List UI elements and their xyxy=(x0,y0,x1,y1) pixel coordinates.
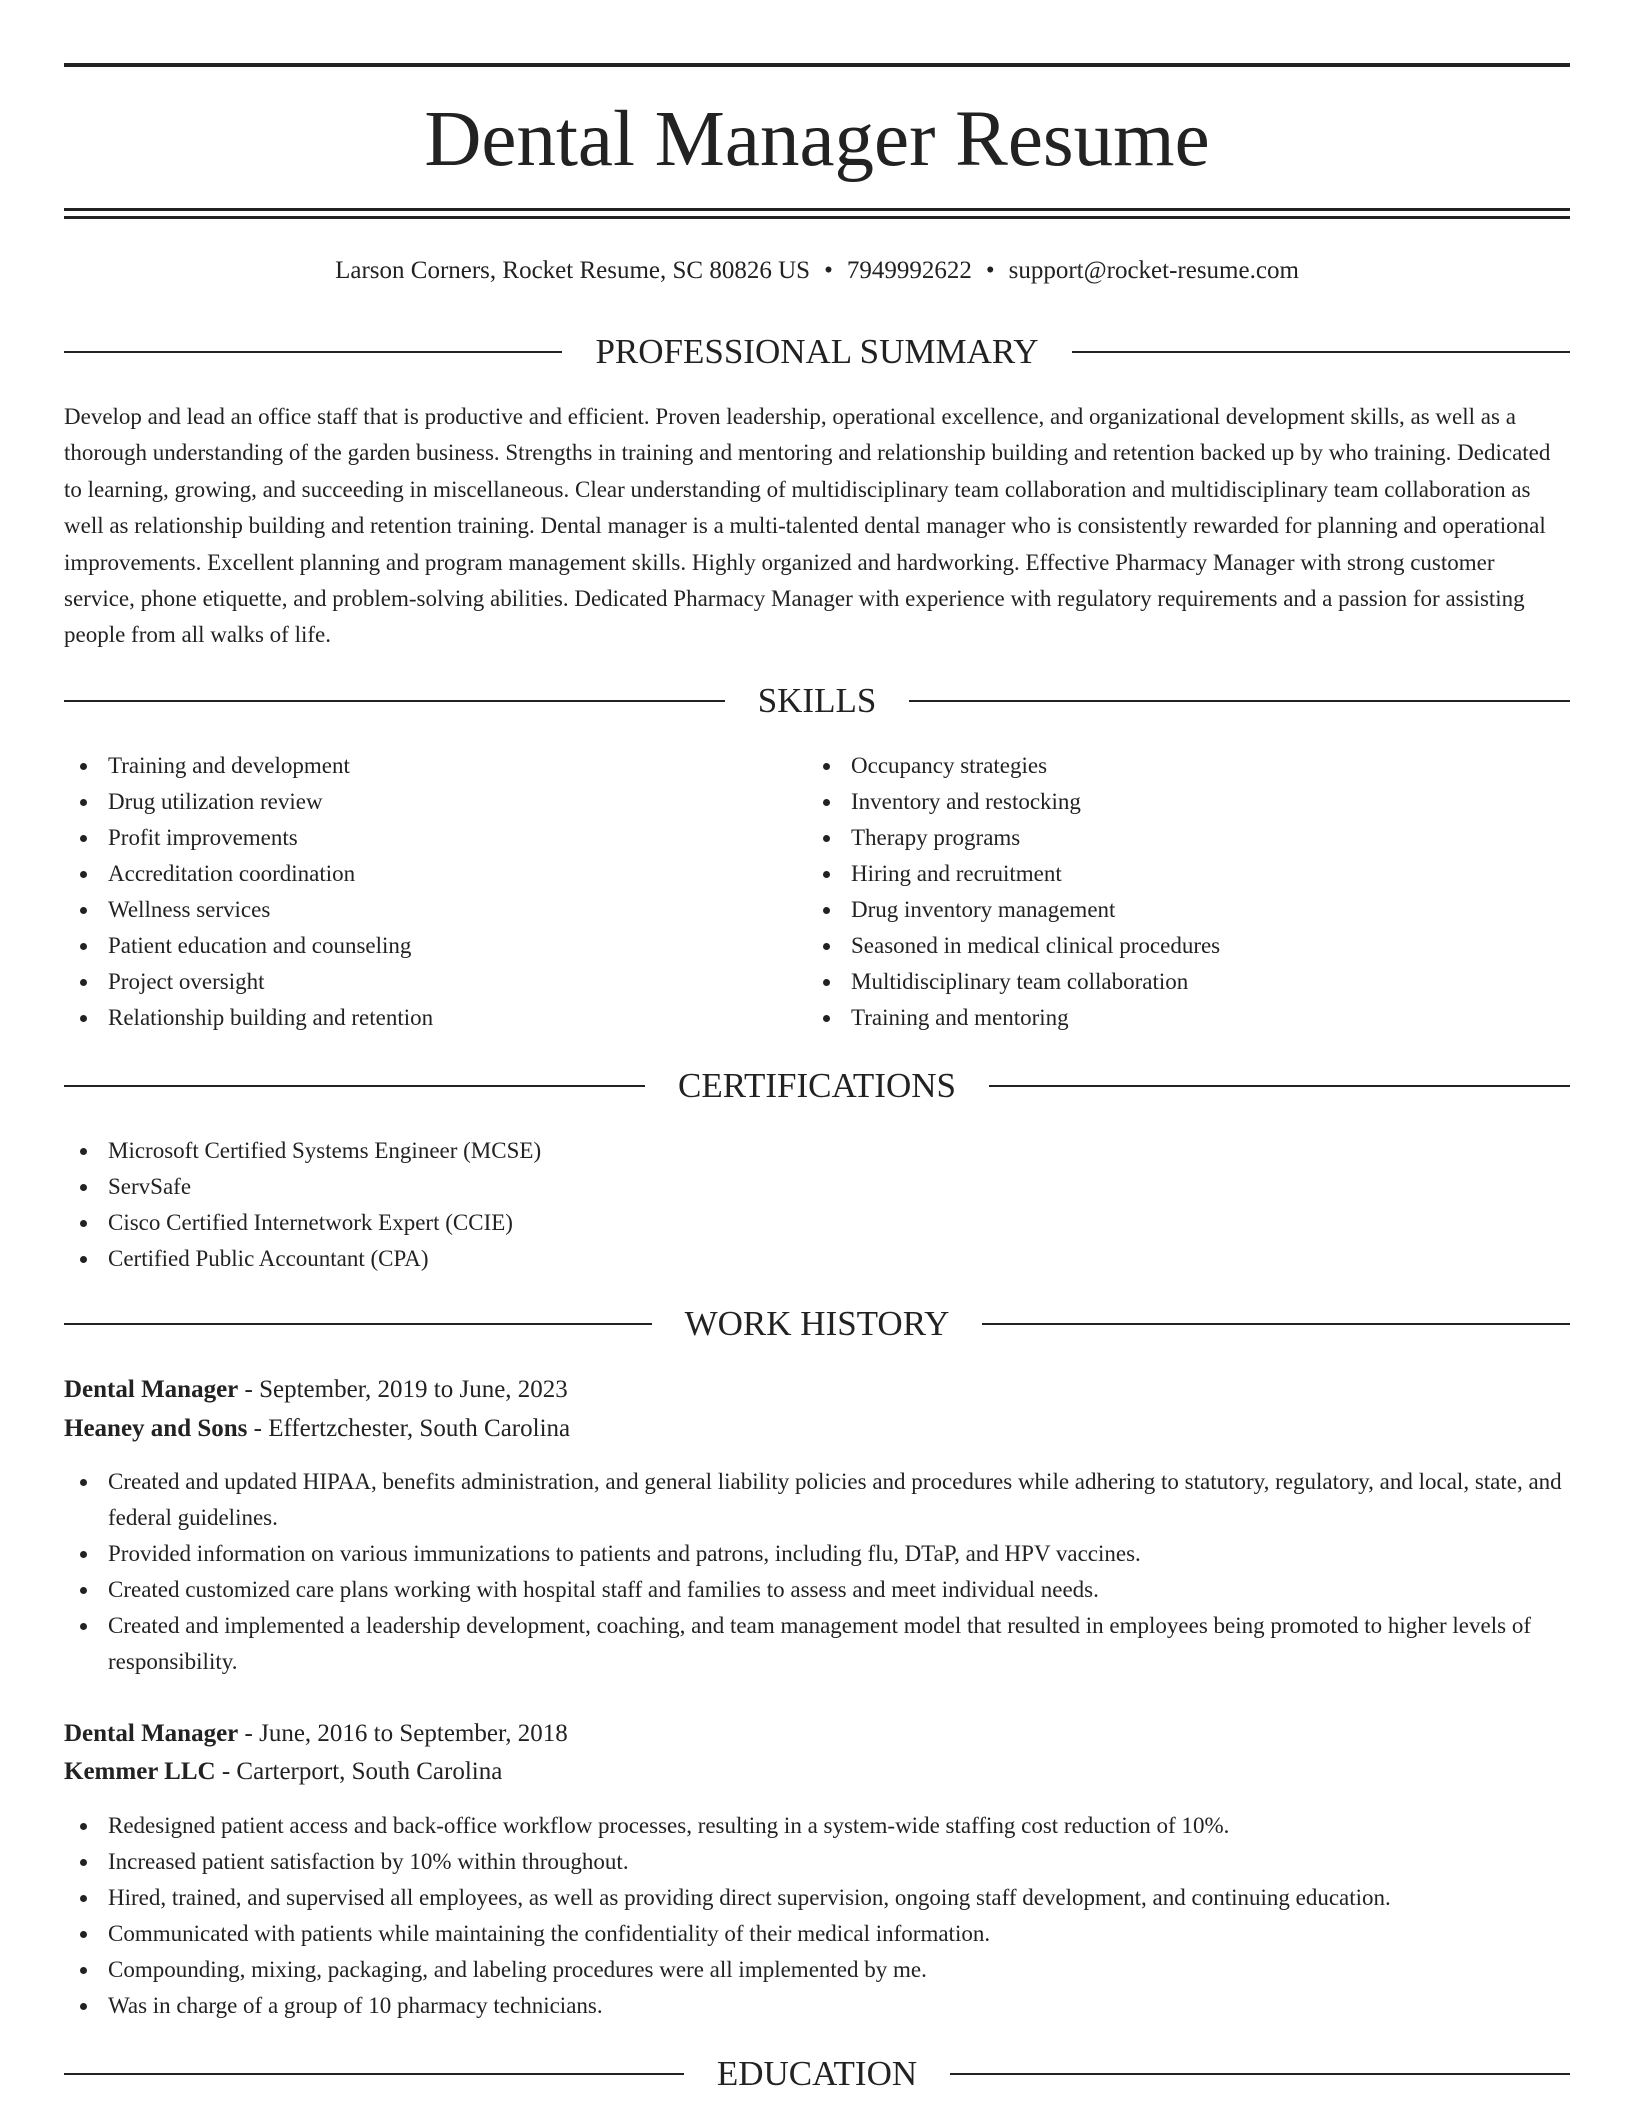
certifications-list xyxy=(64,1133,1570,1277)
job-duty-item: Was in charge of a group of 10 pharmacy technicians. xyxy=(64,1988,1570,2024)
job-company: Heaney and Sons xyxy=(64,1415,248,1442)
section-rule-right xyxy=(950,2073,1570,2075)
skills-list-left xyxy=(64,748,804,1036)
certification-item: Cisco Certified Internetwork Expert (CCIE) xyxy=(64,1205,1570,1241)
section-rule-left xyxy=(64,2073,684,2075)
section-rule-left xyxy=(64,1323,652,1325)
certification-item: ServSafe xyxy=(64,1169,1570,1205)
section-title-certifications: CERTIFICATIONS xyxy=(678,1066,956,1105)
section-rule-left xyxy=(64,351,562,353)
skill-item: Wellness services xyxy=(64,892,804,928)
section-rule-right xyxy=(989,1085,1570,1087)
summary-paragraph: Develop and lead an office staff that is productive and efficient. Proven leadership, operational excellence, and organizational development skills, as well as a thorough understanding of the garden business. Strengths in training and mentoring and relationship building and retention backed up by who training. Dedicated to learning, growing, and succeeding in miscellaneous. Clear understanding of multidisciplinary team collaboration and multidisciplinary team collaboration as well as relationship building and retention training. Dental manager is a multi-talented dental manager who is consistently rewarded for planning and operational improvements. Excellent planning and program management skills. Highly organized and hardworking. Effective Pharmacy Manager with strong customer service, phone etiquette, and problem-solving abilities. Dedicated Pharmacy Manager with experience with regulatory requirements and a passion for assisting people from all walks of life. xyxy=(64,404,1551,648)
job-title: Dental Manager xyxy=(64,1720,239,1747)
job-duties-list xyxy=(64,1464,1570,1680)
skills-list-right xyxy=(807,748,1570,1036)
job-title-line xyxy=(64,1372,1570,1408)
skill-item: Training and development xyxy=(64,748,804,784)
skill-item: Drug utilization review xyxy=(64,784,804,820)
job-location: - Effertzchester, South Carolina xyxy=(247,1415,571,1442)
skill-item: Training and mentoring xyxy=(807,1000,1570,1036)
certification-item: Microsoft Certified Systems Engineer (MCSE) xyxy=(64,1133,1570,1169)
section-title-summary: PROFESSIONAL SUMMARY xyxy=(595,332,1039,371)
job-title: Dental Manager xyxy=(64,1376,239,1403)
section-rule-right xyxy=(982,1323,1570,1325)
section-rule-right xyxy=(909,700,1570,702)
job-duty-item: Provided information on various immunizations to patients and patrons, including flu, DTaP, and HPV vaccines. xyxy=(64,1536,1570,1572)
section-title-skills: SKILLS xyxy=(757,681,877,720)
job-duties-list xyxy=(64,1808,1570,2024)
skill-item: Relationship building and retention xyxy=(64,1000,804,1036)
job-company-line xyxy=(64,1411,1570,1447)
job-duty-item: Created and updated HIPAA, benefits administration, and general liability policies and procedures while adhering to statutory, regulatory, and local, state, and federal guidelines. xyxy=(64,1464,1570,1536)
skill-item: Occupancy strategies xyxy=(807,748,1570,784)
contact-email[interactable]: support@rocket-resume.com xyxy=(1008,257,1299,284)
job-dates: - September, 2019 to June, 2023 xyxy=(238,1376,568,1403)
certification-item: Certified Public Accountant (CPA) xyxy=(64,1241,1570,1277)
skill-item: Project oversight xyxy=(64,964,804,1000)
job-title-line xyxy=(64,1716,1570,1752)
skill-item: Therapy programs xyxy=(807,820,1570,856)
section-title-work-history: WORK HISTORY xyxy=(684,1304,950,1343)
job-company-line xyxy=(64,1754,1570,1790)
section-rule-right xyxy=(1072,351,1570,353)
job-duty-item: Hired, trained, and supervised all employees, as well as providing direct supervision, ongoing staff development, and continuing education. xyxy=(64,1880,1570,1916)
job-duty-item: Increased patient satisfaction by 10% within throughout. xyxy=(64,1844,1570,1880)
skill-item: Drug inventory management xyxy=(807,892,1570,928)
skill-item: Hiring and recruitment xyxy=(807,856,1570,892)
top-rule xyxy=(64,63,1570,67)
skill-item: Inventory and restocking xyxy=(807,784,1570,820)
job-location: - Carterport, South Carolina xyxy=(215,1758,503,1785)
section-heading-skills xyxy=(64,679,1570,723)
job-duty-item: Created customized care plans working with hospital staff and families to assess and meet individual needs. xyxy=(64,1572,1570,1608)
resume-title: Dental Manager Resume xyxy=(424,96,1210,183)
job-company: Kemmer LLC xyxy=(64,1758,216,1785)
section-heading-summary xyxy=(64,330,1570,374)
job-dates: - June, 2016 to September, 2018 xyxy=(238,1720,568,1747)
section-heading-certifications xyxy=(64,1064,1570,1108)
skill-item: Patient education and counseling xyxy=(64,928,804,964)
job-duty-item: Compounding, mixing, packaging, and labeling procedures were all implemented by me. xyxy=(64,1952,1570,1988)
contact-separator: • xyxy=(985,257,995,284)
section-rule-left xyxy=(64,700,725,702)
contact-phone: 7949992622 xyxy=(846,257,972,284)
skill-item: Profit improvements xyxy=(64,820,804,856)
section-title-education: EDUCATION xyxy=(716,2054,918,2093)
job-duty-item: Redesigned patient access and back-office workflow processes, resulting in a system-wide staffing cost reduction of 10%. xyxy=(64,1808,1570,1844)
contact-address: Larson Corners, Rocket Resume, SC 80826 US xyxy=(335,257,811,284)
title-double-rule-lower xyxy=(64,216,1570,219)
contact-separator: • xyxy=(824,257,833,284)
section-heading-education xyxy=(64,2052,1570,2096)
skill-item: Accreditation coordination xyxy=(64,856,804,892)
contact-line xyxy=(64,253,1570,289)
skill-item: Multidisciplinary team collaboration xyxy=(807,964,1570,1000)
job-duty-item: Created and implemented a leadership development, coaching, and team management model that resulted in employees being promoted to higher levels of responsibility. xyxy=(64,1608,1570,1680)
title-double-rule-upper xyxy=(64,208,1570,211)
skill-item: Seasoned in medical clinical procedures xyxy=(807,928,1570,964)
job-duty-item: Communicated with patients while maintaining the confidentiality of their medical information. xyxy=(64,1916,1570,1952)
section-heading-work-history xyxy=(64,1302,1570,1346)
section-rule-left xyxy=(64,1085,645,1087)
